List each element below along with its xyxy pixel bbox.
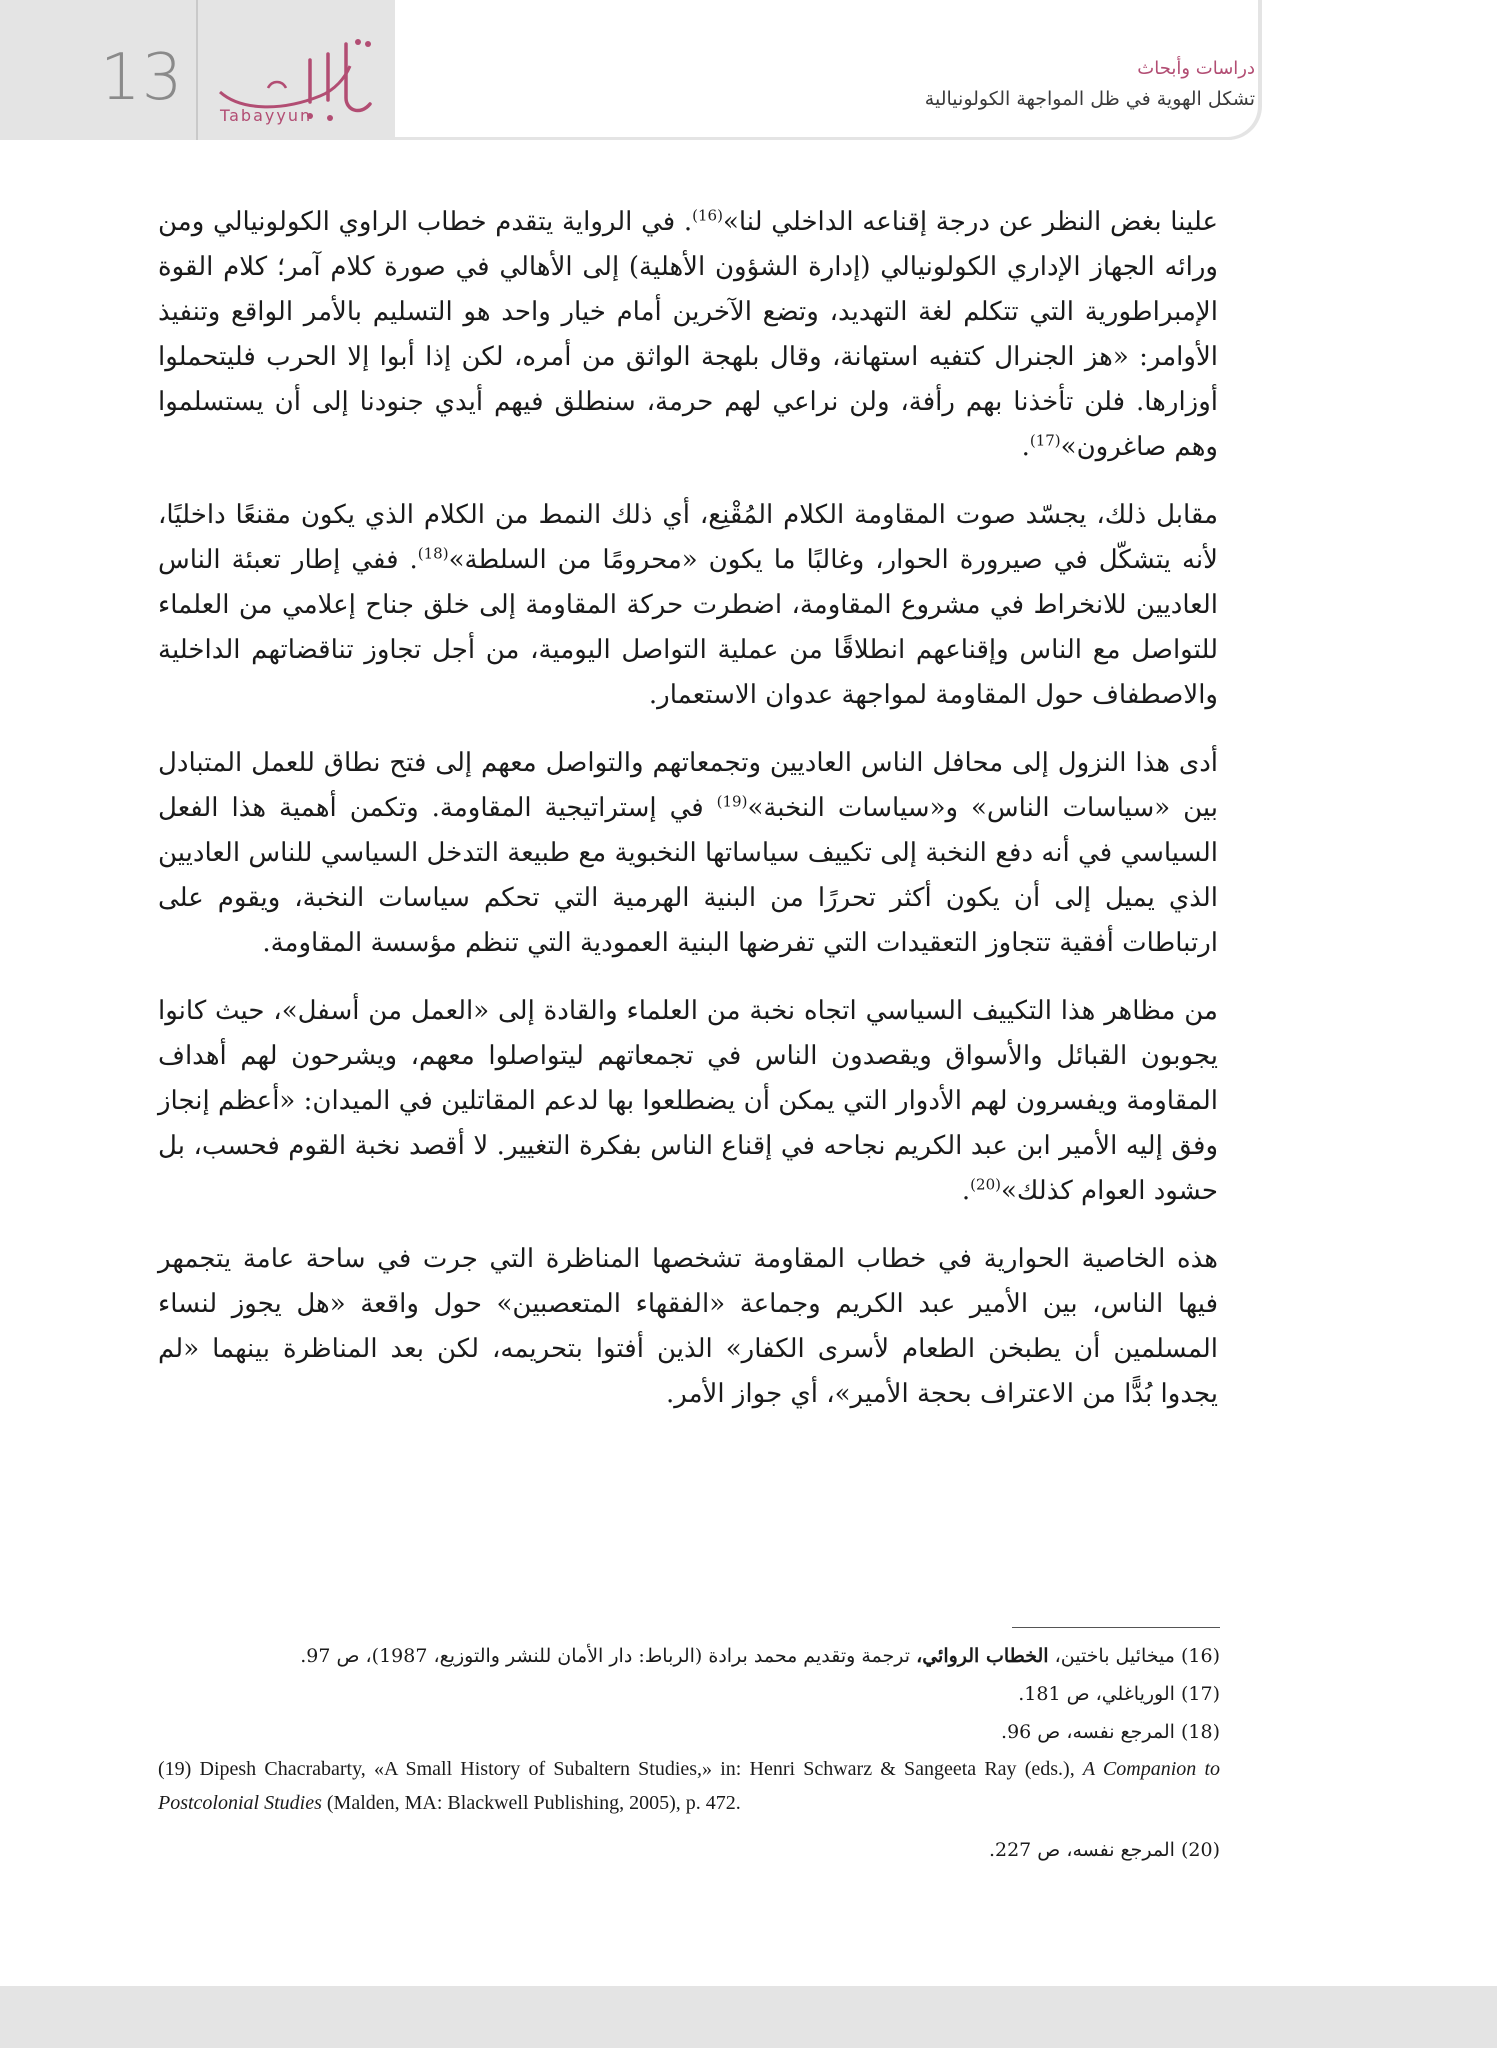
header-title-panel <box>395 0 1261 140</box>
footnote-17: (17) الورياغلي، ص 181. <box>1018 1683 1220 1705</box>
paragraph-2: مقابل ذلك، يجسّد صوت المقاومة الكلام المُقْنِع، أي ذلك النمط من الكلام الذي يكون مقنعًا داخليًا، لأنه يتشكّل في صيرورة الحوار، وغالبًا ما يكون «محرومًا من السلطة»$^{(18)}$. ففي إطار تعبئة الناس العاديين للانخراط في مشروع المقاومة، اضطرت حركة المقاومة إلى خلق جناح إعلامي من العلماء للتواصل مع الناس وإقناعهم انطلاقًا من عملية التواصل اليومية، من أجل تجاوز تناقضاتهم الداخلية والاصطفاف حول المقاومة لمواجهة عدوان الاستعمار. <box>158 500 1218 710</box>
footnote-ref-19[interactable]: (19) <box>716 792 748 811</box>
article-body <box>158 200 1218 1440</box>
footnotes <box>158 1638 1220 1870</box>
footer-band <box>0 1986 1497 2048</box>
footnote-18: (18) المرجع نفسه، ص 96. <box>1001 1721 1220 1743</box>
footnote-ref-18[interactable]: (18) <box>417 544 449 563</box>
footnote-20: (20) المرجع نفسه، ص 227. <box>988 1839 1220 1861</box>
article-title: تشكل الهوية في ظل المواجهة الكولونيالية <box>924 88 1255 110</box>
footnote-ref-16[interactable]: (16) <box>692 206 723 225</box>
header-divider <box>196 0 198 140</box>
paragraph-3: أدى هذا النزول إلى محافل الناس العاديين وتجمعاتهم والتواصل معهم إلى فتح نطاق للعمل المتبادل بين «سياسات الناس» و«سياسات النخبة»$^{(19)}$ في إستراتيجية المقاومة. وتكمن أهمية هذا الفعل السياسي في أنه دفع النخبة إلى تكييف سياساتها النخبوية مع طبيعة التدخل السياسي للناس العاديين الذي يميل إلى أن يكون أكثر تحررًا من البنية الهرمية التي تحكم سياسات النخبة، ويقوم على ارتباطات أفقية تتجاوز التعقيدات التي تفرضها البنية العمودية التي تنظم مؤسسة المقاومة. <box>158 748 1218 958</box>
footnote-divider <box>1012 1627 1220 1628</box>
paragraph-4: من مظاهر هذا التكييف السياسي اتجاه نخبة من العلماء والقادة إلى «العمل من أسفل»، حيث كانوا يجوبون القبائل والأسواق ويقصدون الناس في تجمعاتهم ليتواصلوا معهم، ويشرحون لهم أهداف المقاومة ويفسرون لهم الأدوار التي يمكن أن يضطلعوا بها لدعم المقاتلين في الميدان: «أعظم إنجاز وفق إليه الأمير ابن عبد الكريم نجاحه في إقناع الناس بفكرة التغيير. لا أقصد نخبة القوم فحسب، بل حشود العوام كذلك»$^{(20)}$. <box>158 996 1218 1206</box>
paragraph-1: علينا بغض النظر عن درجة إقناعه الداخلي لنا»$^{(16)}$. في الرواية يتقدم خطاب الراوي الكولونيالي ومن ورائه الجهاز الإداري الكولونيالي (إدارة الشؤون الأهلية) إلى الأهالي في صورة كلام آمر؛ كلام القوة الإمبراطورية التي تتكلم لغة التهديد، وتضع الآخرين أمام خيار واحد هو التسليم بالأمر الواقع وتنفيذ الأوامر: «هز الجنرال كتفيه استهانة، وقال بلهجة الواثق من أمره، لكن إذا أبوا إلا الحرب فليتحملوا أوزارها. فلن تأخذنا بهم رأفة، ولن نراعي لهم حرمة، سنطلق فيهم أيدي جنودنا إلى أن يستسلموا وهم صاغرون»$^{(17)}$. <box>158 206 1218 462</box>
footnote-19: (19) Dipesh Chacrabarty, «A Small History of Subaltern Studies,» in: Henri Schwarz & Sangeeta Ray (eds.), A Companion to Postcolonial Studies (Malden, MA: Blackwell Publishing, 2005), p. 472. <box>158 1758 1221 1814</box>
footnote-16: (16) ميخائيل باختين، الخطاب الروائي، ترجمة وتقديم محمد برادة (الرباط: دار الأمان للنشر والتوزيع، 1987)، ص 97. <box>300 1645 1220 1667</box>
page-number: 13 <box>100 41 184 115</box>
paragraph-5: هذه الخاصية الحوارية في خطاب المقاومة تشخصها المناظرة التي جرت في ساحة عامة يتجمهر فيها الناس، بين الأمير عبد الكريم وجماعة «الفقهاء المتعصبين» حول واقعة «هل يجوز لنساء المسلمين أن يطبخن الطعام لأسرى الكفار» الذين أفتوا بتحريمه، لكن بعد المناظرة بينهما «لم يجدوا بُدًّا من الاعتراف بحجة الأمير»، أي جواز الأمر. <box>158 1244 1218 1409</box>
logo-caption: Tabayyun <box>220 106 313 125</box>
section-label: دراسات وأبحاث <box>1137 58 1255 79</box>
footnote-ref-20[interactable]: (20) <box>970 1175 1001 1194</box>
footnote-ref-17[interactable]: (17) <box>1029 431 1061 450</box>
